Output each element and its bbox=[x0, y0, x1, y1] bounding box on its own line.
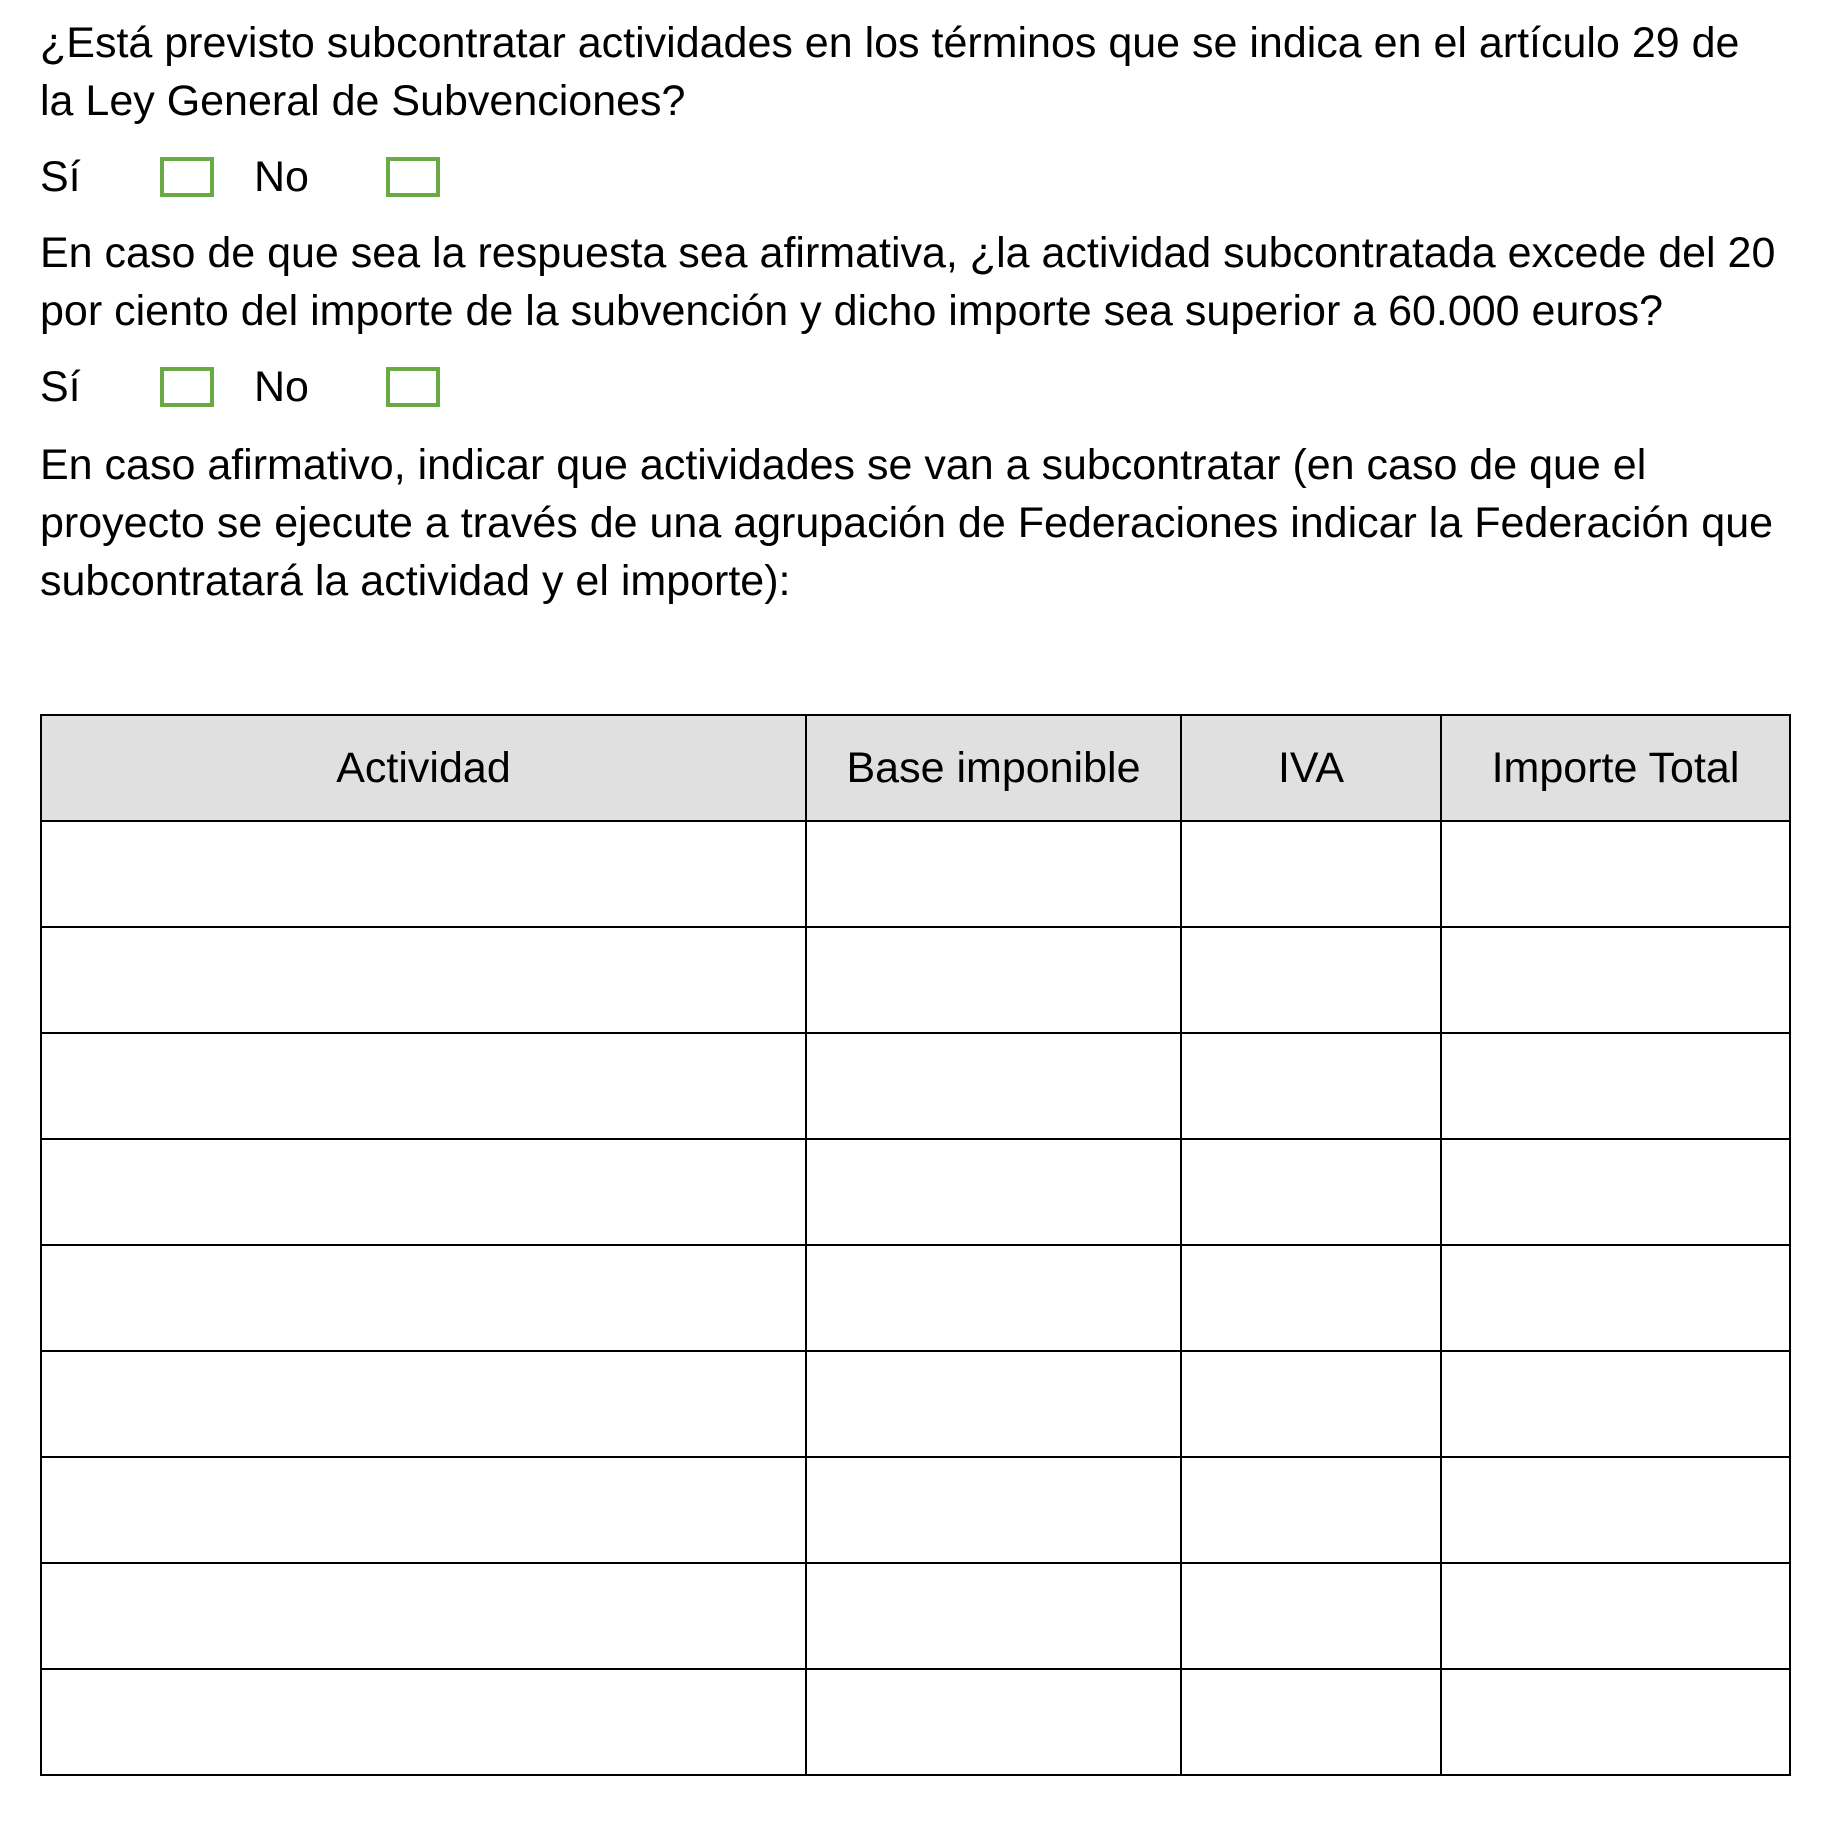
table-row bbox=[41, 927, 1790, 1033]
table-row bbox=[41, 1457, 1790, 1563]
importe-total-cell[interactable] bbox=[1441, 1669, 1790, 1775]
actividad-cell[interactable] bbox=[41, 1245, 806, 1351]
iva-cell[interactable] bbox=[1181, 821, 1441, 927]
base-imponible-cell[interactable] bbox=[806, 1033, 1181, 1139]
importe-total-cell[interactable] bbox=[1441, 1351, 1790, 1457]
actividad-cell[interactable] bbox=[41, 1457, 806, 1563]
table-row bbox=[41, 1245, 1790, 1351]
base-imponible-cell[interactable] bbox=[806, 927, 1181, 1033]
option-yes-label: Sí bbox=[40, 152, 81, 201]
actividad-cell[interactable] bbox=[41, 1563, 806, 1669]
table-row bbox=[41, 821, 1790, 927]
table-row bbox=[41, 1669, 1790, 1775]
option-yes-checkbox[interactable] bbox=[160, 367, 214, 407]
base-imponible-cell[interactable] bbox=[806, 1563, 1181, 1669]
base-imponible-cell[interactable] bbox=[806, 1457, 1181, 1563]
question-exceeds-options bbox=[40, 356, 1790, 418]
subcontract-table bbox=[40, 714, 1791, 1776]
importe-total-cell[interactable] bbox=[1441, 1033, 1790, 1139]
iva-cell[interactable] bbox=[1181, 1563, 1441, 1669]
base-imponible-cell[interactable] bbox=[806, 821, 1181, 927]
iva-cell[interactable] bbox=[1181, 1351, 1441, 1457]
column-header-base-imponible: Base imponible bbox=[806, 715, 1181, 821]
actividad-cell[interactable] bbox=[41, 1351, 806, 1457]
option-yes-label: Sí bbox=[40, 362, 81, 411]
importe-total-cell[interactable] bbox=[1441, 1457, 1790, 1563]
actividad-cell[interactable] bbox=[41, 1139, 806, 1245]
base-imponible-cell[interactable] bbox=[806, 1669, 1181, 1775]
iva-cell[interactable] bbox=[1181, 1669, 1441, 1775]
base-imponible-cell[interactable] bbox=[806, 1139, 1181, 1245]
iva-cell[interactable] bbox=[1181, 1457, 1441, 1563]
question-subcontract-text: ¿Está previsto subcontratar actividades en los términos que se indica en el artículo 29 de la Ley General de Subvenciones? bbox=[40, 19, 1740, 125]
base-imponible-cell[interactable] bbox=[806, 1351, 1181, 1457]
table-row bbox=[41, 1139, 1790, 1245]
column-header-iva: IVA bbox=[1181, 715, 1441, 821]
question-subcontract-options bbox=[40, 146, 1790, 208]
importe-total-cell[interactable] bbox=[1441, 927, 1790, 1033]
iva-cell[interactable] bbox=[1181, 1033, 1441, 1139]
table-body bbox=[41, 821, 1790, 1775]
option-no-label: No bbox=[254, 362, 309, 411]
importe-total-cell[interactable] bbox=[1441, 1563, 1790, 1669]
column-header-importe-total: Importe Total bbox=[1441, 715, 1790, 821]
table-row bbox=[41, 1563, 1790, 1669]
importe-total-cell[interactable] bbox=[1441, 1139, 1790, 1245]
table-header-row bbox=[41, 715, 1790, 821]
actividad-cell[interactable] bbox=[41, 821, 806, 927]
importe-total-cell[interactable] bbox=[1441, 1245, 1790, 1351]
option-no-label: No bbox=[254, 152, 309, 201]
table-row bbox=[41, 1351, 1790, 1457]
option-yes-checkbox[interactable] bbox=[160, 157, 214, 197]
form-page bbox=[40, 14, 1790, 792]
importe-total-cell[interactable] bbox=[1441, 821, 1790, 927]
base-imponible-cell[interactable] bbox=[806, 1245, 1181, 1351]
instructions-text: En caso afirmativo, indicar que actividades se van a subcontratar (en caso de que el proyecto se ejecute a través de una agrupación de Federaciones indicar la Federación que subcontratará la actividad y el importe): bbox=[40, 441, 1774, 605]
option-no-checkbox[interactable] bbox=[386, 367, 440, 407]
iva-cell[interactable] bbox=[1181, 1139, 1441, 1245]
column-header-actividad: Actividad bbox=[41, 715, 806, 821]
table-row bbox=[41, 1033, 1790, 1139]
question-exceeds-text: En caso de que sea la respuesta sea afirmativa, ¿la actividad subcontratada excede del 20 por ciento del importe de la subvención y dicho importe sea superior a 60.000 euros? bbox=[40, 229, 1776, 335]
iva-cell[interactable] bbox=[1181, 1245, 1441, 1351]
actividad-cell[interactable] bbox=[41, 1033, 806, 1139]
option-no-checkbox[interactable] bbox=[386, 157, 440, 197]
iva-cell[interactable] bbox=[1181, 927, 1441, 1033]
actividad-cell[interactable] bbox=[41, 927, 806, 1033]
actividad-cell[interactable] bbox=[41, 1669, 806, 1775]
